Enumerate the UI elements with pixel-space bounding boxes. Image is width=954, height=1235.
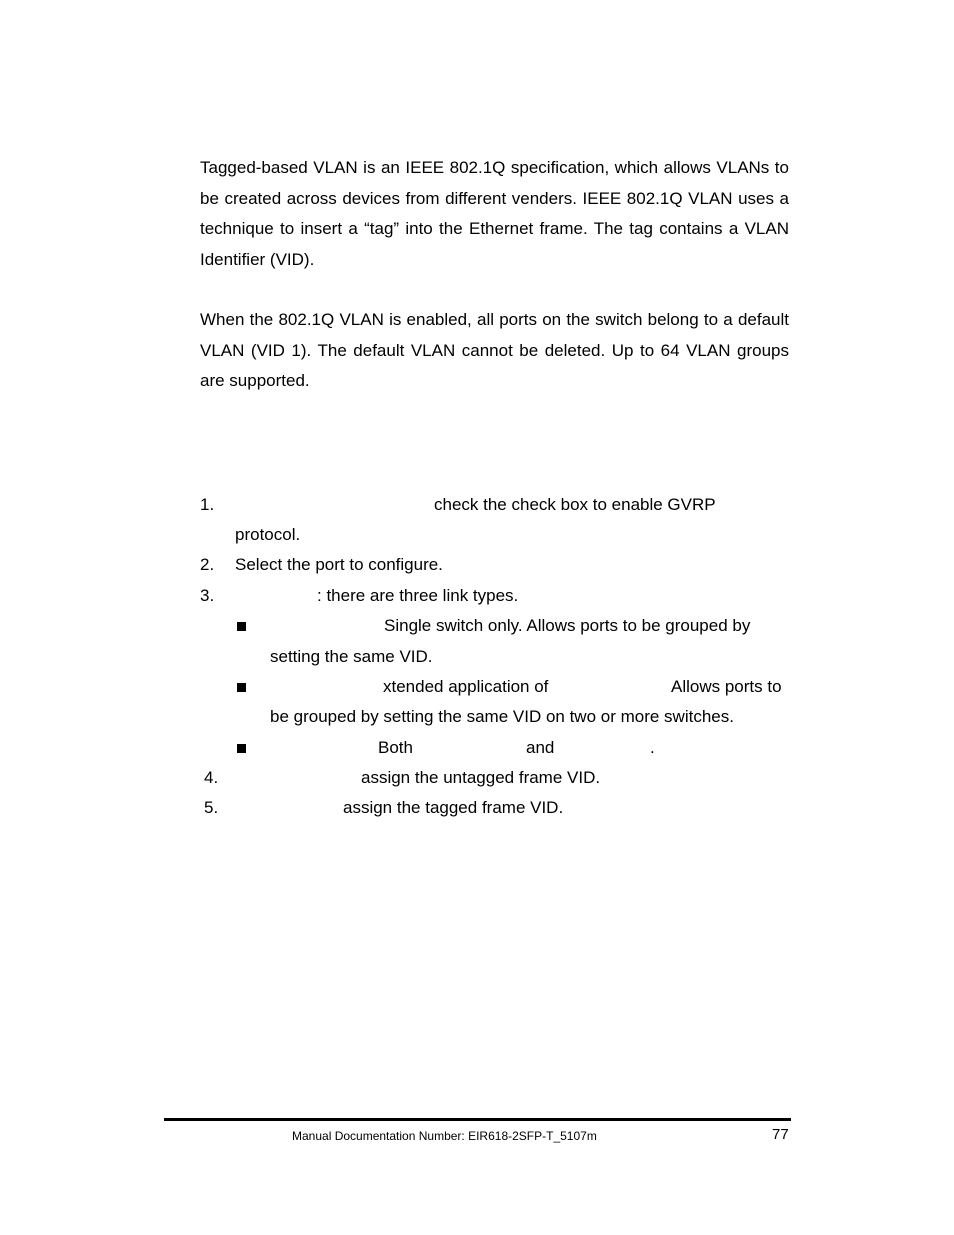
list-item-4-text: assign the untagged frame VID. bbox=[361, 768, 601, 787]
bullet-2-cont: be grouped by setting the same VID on two or more switches. bbox=[270, 707, 734, 726]
footer-doc-number: Manual Documentation Number: EIR618-2SFP-T_5107m bbox=[292, 1129, 597, 1143]
bullet-square-icon bbox=[237, 683, 246, 692]
bullet-3-text-b: and bbox=[526, 738, 555, 757]
list-item-2-text: Select the port to configure. bbox=[235, 555, 443, 574]
footer-rule bbox=[164, 1118, 791, 1121]
bullet-1-cont: setting the same VID. bbox=[270, 647, 433, 666]
list-item-1-cont: protocol. bbox=[235, 525, 301, 544]
list-item-5-text: assign the tagged frame VID. bbox=[343, 798, 564, 817]
list-item-1-text: check the check box to enable GVRP bbox=[434, 495, 716, 514]
list-number-5: 5. bbox=[204, 798, 219, 817]
list-item-3-text: : there are three link types. bbox=[317, 586, 519, 605]
vlan-paragraph: When the 802.1Q VLAN is enabled, all ports on the switch belong to a default VLAN (VID 1). The default VLAN cannot be deleted. Up to 64 VLAN groups are supported. bbox=[200, 310, 789, 390]
bullet-2-text-a: xtended application of bbox=[383, 677, 549, 696]
intro-paragraph: Tagged-based VLAN is an IEEE 802.1Q specification, which allows VLANs to be created across devices from different venders. IEEE 802.1Q VLAN uses a technique to insert a “tag” into the Ethernet frame. The tag contains a VLAN Identifier (VID). bbox=[200, 158, 789, 269]
list-number-4: 4. bbox=[204, 768, 219, 787]
bullet-square-icon bbox=[237, 622, 246, 631]
bullet-1-text: Single switch only. Allows ports to be grouped by bbox=[384, 616, 751, 635]
list-number-2: 2. bbox=[200, 555, 215, 574]
list-number-1: 1. bbox=[200, 495, 215, 514]
list-number-3: 3. bbox=[200, 586, 215, 605]
bullet-3-text-a: Both bbox=[378, 738, 413, 757]
bullet-square-icon bbox=[237, 744, 246, 753]
bullet-2-text-b: Allows ports to bbox=[671, 677, 782, 696]
bullet-3-text-c: . bbox=[650, 738, 655, 757]
page-number: 77 bbox=[772, 1126, 789, 1143]
